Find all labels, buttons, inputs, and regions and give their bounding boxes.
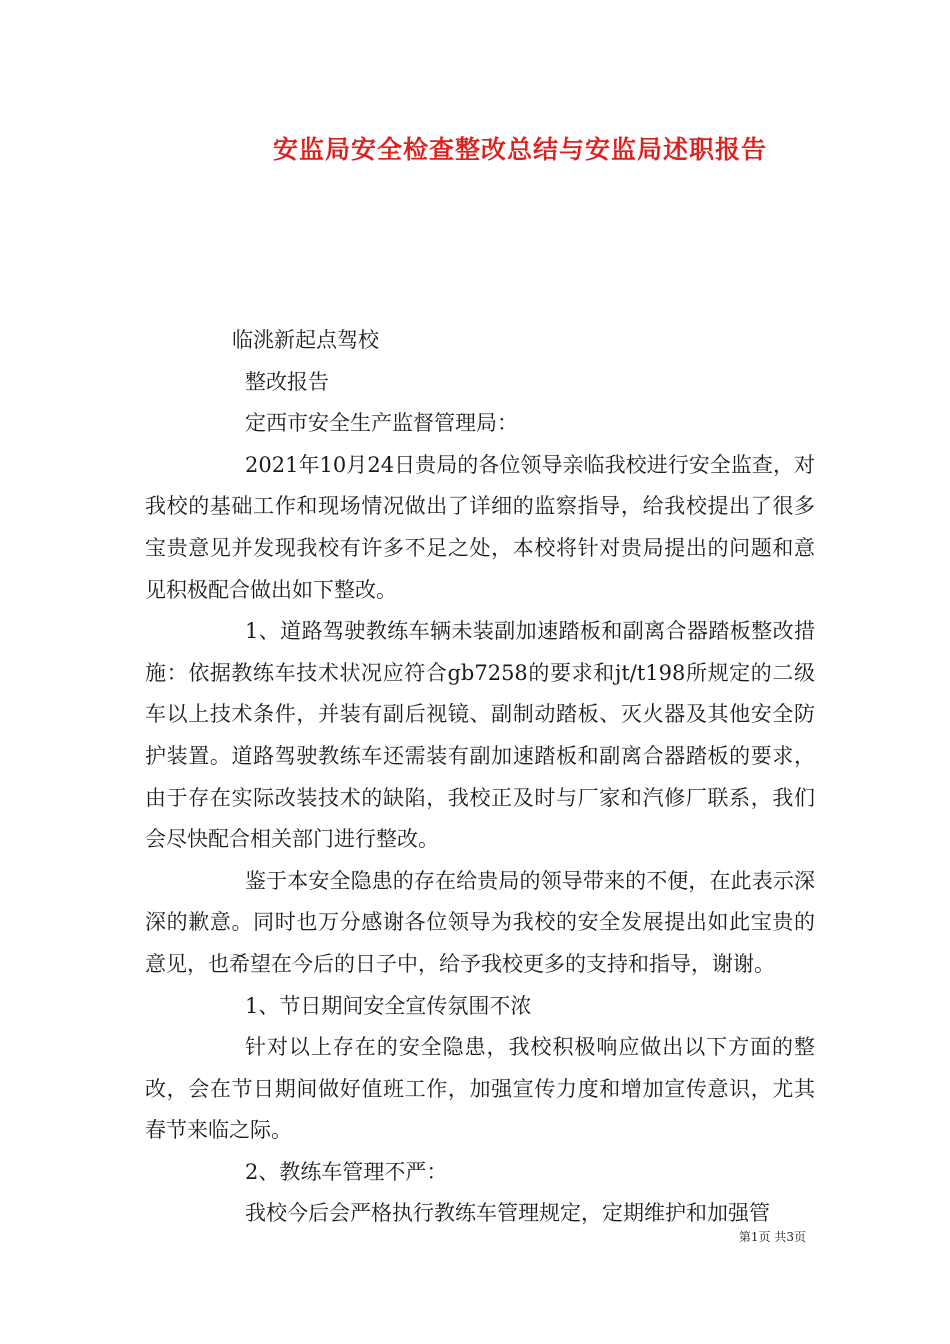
document-body xyxy=(145,320,815,1235)
paragraph-intro: 2021年10月24日贵局的各位领导亲临我校进行安全监查，对我校的基础工作和现场情况做出了详细的监察指导，给我校提出了很多宝贵意见并发现我校有许多不足之处，本校将针对贵局提出的问题和意见积极配合做出如下整改。 xyxy=(145,452,815,602)
recipient-line: 定西市安全生产监督管理局： xyxy=(245,411,518,436)
document-title: 安监局安全检查整改总结与安监局述职报告 xyxy=(272,135,767,164)
school-name: 临洮新起点驾校 xyxy=(232,328,379,352)
paragraph-holiday: 针对以上存在的安全隐患，我校积极响应做出以下方面的整改，会在节日期间做好值班工作，加强宣传力度和增加宣传意识，尤其春节来临之际。 xyxy=(145,1035,815,1143)
page-number: 第1页 共3页 xyxy=(738,1230,806,1244)
paragraph-item-1: 1、道路驾驶教练车辆未装副加速踏板和副离合器踏板整改措施：依据教练车技术状况应符合gb7258的要求和jt/t198所规定的二级车以上技术条件，并装有副后视镜、副制动踏板、灭火器及其他安全防护装置。道路驾驶教练车还需装有副加速踏板和副离合器踏板的要求，由于存在实际改装技术的缺陷，我校正及时与厂家和汽修厂联系，我们会尽快配合相关部门进行整改。 xyxy=(145,619,815,852)
report-type: 整改报告 xyxy=(245,369,329,394)
paragraph-vehicle-management: 我校今后会严格执行教练车管理规定，定期维护和加强管 xyxy=(245,1201,770,1226)
section-heading-1: 1、节日期间安全宣传氛围不浓 xyxy=(245,993,532,1018)
paragraph-apology: 鉴于本安全隐患的存在给贵局的领导带来的不便，在此表示深深的歉意。同时也万分感谢各位领导为我校的安全发展提出如此宝贵的意见，也希望在今后的日子中，给予我校更多的支持和指导，谢谢。 xyxy=(145,868,815,976)
section-heading-2: 2、教练车管理不严： xyxy=(245,1159,448,1184)
